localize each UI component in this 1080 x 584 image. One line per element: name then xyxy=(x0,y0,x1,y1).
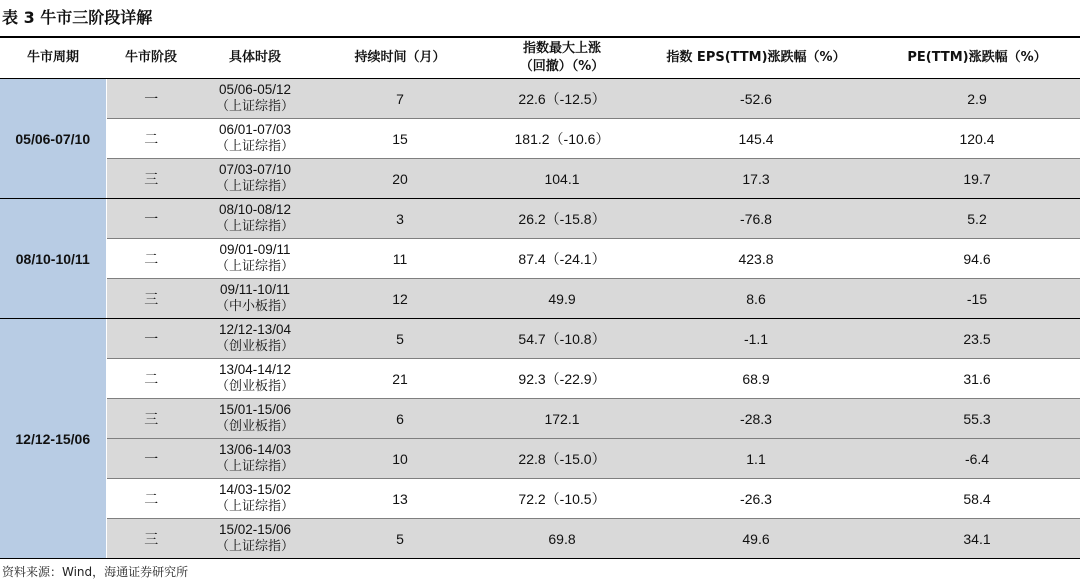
dates-cell xyxy=(196,359,314,399)
table-row xyxy=(0,279,1080,319)
max-rise-cell: 104.1 xyxy=(486,159,638,199)
period-cell: 12/12-15/06 xyxy=(0,319,106,559)
stage-cell: 一 xyxy=(106,199,196,239)
table-row xyxy=(0,119,1080,159)
stage-cell: 三 xyxy=(106,279,196,319)
date-range: 12/12-13/04 xyxy=(218,322,292,337)
table-row xyxy=(0,519,1080,559)
max-rise-cell: 26.2（-15.8） xyxy=(486,199,638,239)
pe-change-cell: 94.6 xyxy=(874,239,1080,279)
months-cell: 10 xyxy=(314,439,486,479)
header-eps: 指数 EPS(TTM)涨跌幅（%） xyxy=(638,38,874,79)
header-max-rise-line2: （回撤）（%） xyxy=(519,59,605,74)
max-rise-cell: 54.7（-10.8） xyxy=(486,319,638,359)
max-rise-cell: 92.3（-22.9） xyxy=(486,359,638,399)
index-name: （上证综指） xyxy=(215,99,294,114)
months-cell: 7 xyxy=(314,79,486,119)
header-max-rise xyxy=(486,38,638,79)
bull-market-table xyxy=(0,38,1080,559)
header-pe: PE(TTM)涨跌幅（%） xyxy=(874,38,1080,79)
months-cell: 11 xyxy=(314,239,486,279)
table-row xyxy=(0,399,1080,439)
months-cell: 5 xyxy=(314,519,486,559)
pe-change-cell: 120.4 xyxy=(874,119,1080,159)
eps-change-cell: -76.8 xyxy=(638,199,874,239)
stage-cell: 三 xyxy=(106,159,196,199)
date-range: 15/01-15/06 xyxy=(218,402,292,417)
max-rise-cell: 49.9 xyxy=(486,279,638,319)
pe-change-cell: 5.2 xyxy=(874,199,1080,239)
table-title: 表 3 牛市三阶段详解 xyxy=(2,8,153,27)
header-period: 牛市周期 xyxy=(0,38,106,79)
dates-cell xyxy=(196,119,314,159)
months-cell: 3 xyxy=(314,199,486,239)
header-dates: 具体时段 xyxy=(196,38,314,79)
pe-change-cell: 34.1 xyxy=(874,519,1080,559)
pe-change-cell: 58.4 xyxy=(874,479,1080,519)
pe-change-cell: -6.4 xyxy=(874,439,1080,479)
stage-cell: 三 xyxy=(106,399,196,439)
eps-change-cell: 8.6 xyxy=(638,279,874,319)
dates-cell xyxy=(196,399,314,439)
dates-cell xyxy=(196,239,314,279)
eps-change-cell: -1.1 xyxy=(638,319,874,359)
max-rise-cell: 22.8（-15.0） xyxy=(486,439,638,479)
stage-cell: 三 xyxy=(106,519,196,559)
index-name: （上证综指） xyxy=(215,179,294,194)
index-name: （上证综指） xyxy=(215,539,294,554)
dates-cell xyxy=(196,159,314,199)
index-name: （创业板指） xyxy=(215,339,294,354)
table-row xyxy=(0,199,1080,239)
table-row xyxy=(0,439,1080,479)
dates-cell xyxy=(196,319,314,359)
max-rise-cell: 69.8 xyxy=(486,519,638,559)
table-row xyxy=(0,359,1080,399)
date-range: 14/03-15/02 xyxy=(218,482,292,497)
stage-cell: 一 xyxy=(106,319,196,359)
stage-cell: 二 xyxy=(106,359,196,399)
period-cell: 05/06-07/10 xyxy=(0,79,106,199)
max-rise-cell: 181.2（-10.6） xyxy=(486,119,638,159)
eps-change-cell: 145.4 xyxy=(638,119,874,159)
index-name: （上证综指） xyxy=(215,139,294,154)
dates-cell xyxy=(196,439,314,479)
dates-cell xyxy=(196,279,314,319)
date-range: 13/06-14/03 xyxy=(218,442,292,457)
months-cell: 5 xyxy=(314,319,486,359)
months-cell: 13 xyxy=(314,479,486,519)
stage-cell: 一 xyxy=(106,439,196,479)
header-months: 持续时间（月） xyxy=(314,38,486,79)
date-range: 09/11-10/11 xyxy=(219,282,291,297)
eps-change-cell: 68.9 xyxy=(638,359,874,399)
index-name: （中小板指） xyxy=(215,299,294,314)
eps-change-cell: 49.6 xyxy=(638,519,874,559)
header-max-rise-line1: 指数最大上涨 xyxy=(522,41,601,56)
stage-cell: 二 xyxy=(106,119,196,159)
stage-cell: 二 xyxy=(106,239,196,279)
months-cell: 20 xyxy=(314,159,486,199)
months-cell: 12 xyxy=(314,279,486,319)
eps-change-cell: 1.1 xyxy=(638,439,874,479)
table-row xyxy=(0,319,1080,359)
dates-cell xyxy=(196,79,314,119)
period-cell: 08/10-10/11 xyxy=(0,199,106,319)
index-name: （上证综指） xyxy=(215,459,294,474)
max-rise-cell: 172.1 xyxy=(486,399,638,439)
eps-change-cell: -28.3 xyxy=(638,399,874,439)
eps-change-cell: -52.6 xyxy=(638,79,874,119)
eps-change-cell: 423.8 xyxy=(638,239,874,279)
date-range: 09/01-09/11 xyxy=(219,242,291,257)
eps-change-cell: -26.3 xyxy=(638,479,874,519)
max-rise-cell: 87.4（-24.1） xyxy=(486,239,638,279)
max-rise-cell: 22.6（-12.5） xyxy=(486,79,638,119)
stage-cell: 一 xyxy=(106,79,196,119)
months-cell: 21 xyxy=(314,359,486,399)
date-range: 05/06-05/12 xyxy=(218,82,292,97)
index-name: （上证综指） xyxy=(215,259,294,274)
dates-cell xyxy=(196,479,314,519)
date-range: 07/03-07/10 xyxy=(218,162,292,177)
table-row xyxy=(0,239,1080,279)
header-stage: 牛市阶段 xyxy=(106,38,196,79)
months-cell: 6 xyxy=(314,399,486,439)
index-name: （上证综指） xyxy=(215,219,294,234)
date-range: 06/01-07/03 xyxy=(218,122,292,137)
months-cell: 15 xyxy=(314,119,486,159)
index-name: （上证综指） xyxy=(215,499,294,514)
table-row xyxy=(0,479,1080,519)
stage-cell: 二 xyxy=(106,479,196,519)
pe-change-cell: 2.9 xyxy=(874,79,1080,119)
index-name: （创业板指） xyxy=(215,379,294,394)
max-rise-cell: 72.2（-10.5） xyxy=(486,479,638,519)
header-row xyxy=(0,38,1080,79)
pe-change-cell: -15 xyxy=(874,279,1080,319)
date-range: 15/02-15/06 xyxy=(218,522,292,537)
eps-change-cell: 17.3 xyxy=(638,159,874,199)
dates-cell xyxy=(196,199,314,239)
table-row xyxy=(0,79,1080,119)
pe-change-cell: 23.5 xyxy=(874,319,1080,359)
pe-change-cell: 55.3 xyxy=(874,399,1080,439)
date-range: 08/10-08/12 xyxy=(218,202,292,217)
dates-cell xyxy=(196,519,314,559)
source-note: 资料来源：Wind，海通证券研究所 xyxy=(2,565,189,579)
table-row xyxy=(0,159,1080,199)
pe-change-cell: 31.6 xyxy=(874,359,1080,399)
index-name: （创业板指） xyxy=(215,419,294,434)
date-range: 13/04-14/12 xyxy=(218,362,292,377)
pe-change-cell: 19.7 xyxy=(874,159,1080,199)
